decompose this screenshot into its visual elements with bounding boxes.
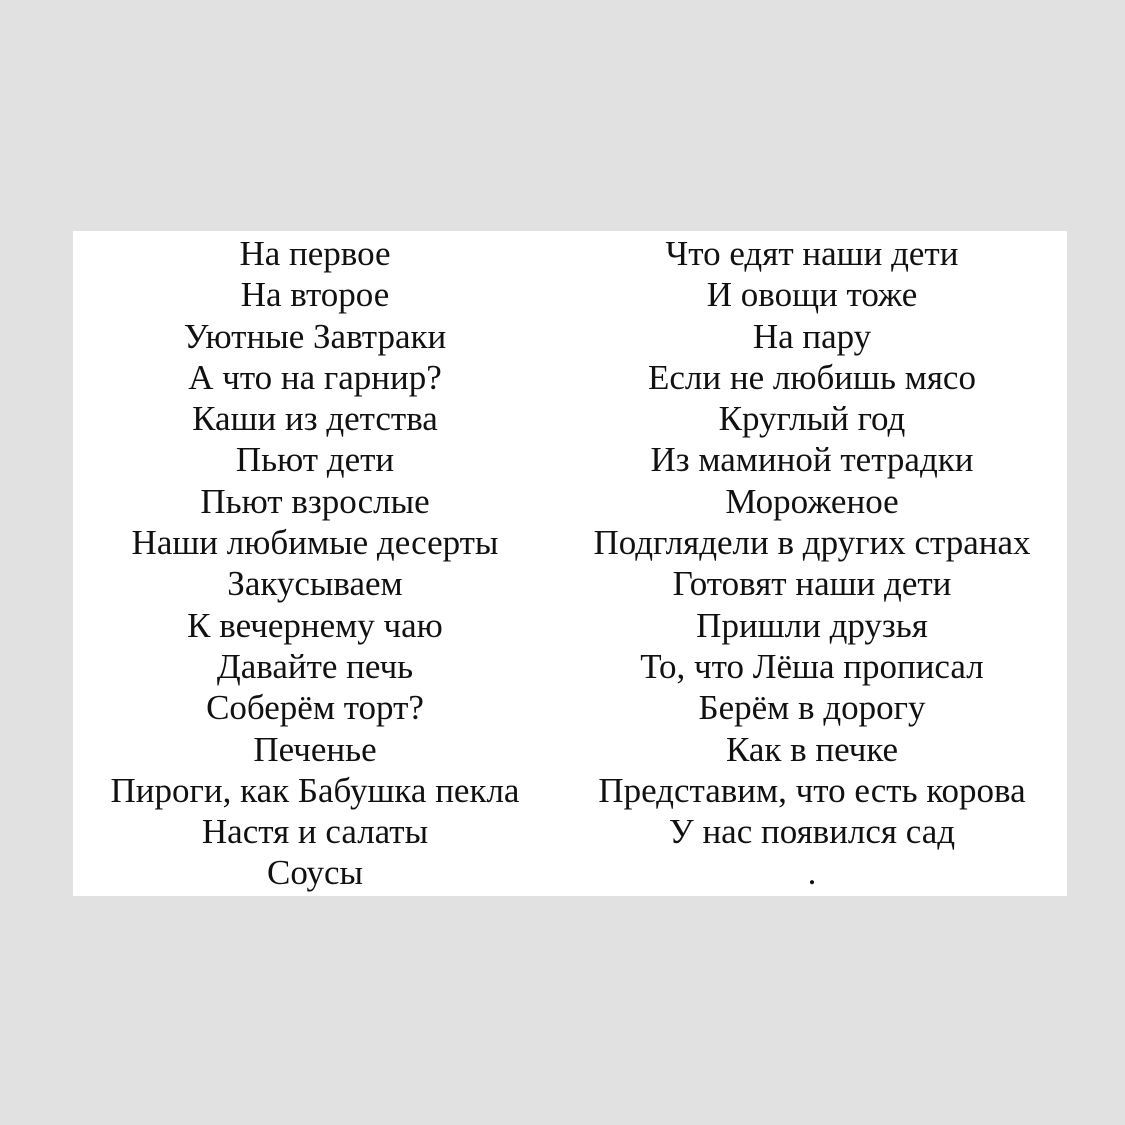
list-item: То, что Лёша прописал	[640, 646, 984, 686]
list-item: К вечернему чаю	[187, 605, 443, 645]
list-item: Из маминой тетрадки	[650, 440, 974, 480]
list-item: Печенье	[253, 729, 377, 769]
list-item: Каши из детства	[192, 399, 438, 439]
list-item: Настя и салаты	[201, 812, 429, 852]
list-item: Пришли друзья	[696, 605, 928, 645]
list-item: На второе	[240, 275, 390, 315]
list-item: Пьют дети	[235, 440, 395, 480]
list-item: Наши любимые десерты	[131, 523, 499, 563]
list-item: Пьют взрослые	[200, 481, 430, 521]
left-column-list	[73, 233, 557, 894]
list-item: И овощи тоже	[706, 275, 918, 315]
list-item: Соусы	[266, 853, 364, 893]
list-item: Давайте печь	[216, 646, 414, 686]
list-item: Пироги, как Бабушка пекла	[110, 770, 520, 810]
list-item: А что на гарнир?	[188, 357, 442, 397]
list-item: Соберём торт?	[206, 688, 424, 728]
list-item: У нас появился сад	[668, 812, 956, 852]
list-item: Если не любишь мясо	[648, 357, 976, 397]
contents-card	[73, 231, 1067, 896]
list-item: На пару	[752, 316, 872, 356]
list-item: Берём в дорогу	[698, 688, 926, 728]
list-item: Круглый год	[718, 399, 906, 439]
list-item: Как в печке	[725, 729, 899, 769]
list-item: На первое	[239, 234, 391, 273]
right-column-list	[557, 233, 1067, 894]
list-item: Представим, что есть корова	[598, 770, 1026, 810]
list-item: Закусываем	[227, 564, 403, 604]
list-item: Что едят наши дети	[665, 234, 959, 273]
list-item: Подглядели в других странах	[593, 523, 1031, 563]
list-item: Мороженое	[725, 481, 899, 521]
list-item: Готовят наши дети	[672, 564, 952, 604]
list-item: .	[807, 853, 817, 893]
list-item: Уютные Завтраки	[183, 316, 447, 356]
